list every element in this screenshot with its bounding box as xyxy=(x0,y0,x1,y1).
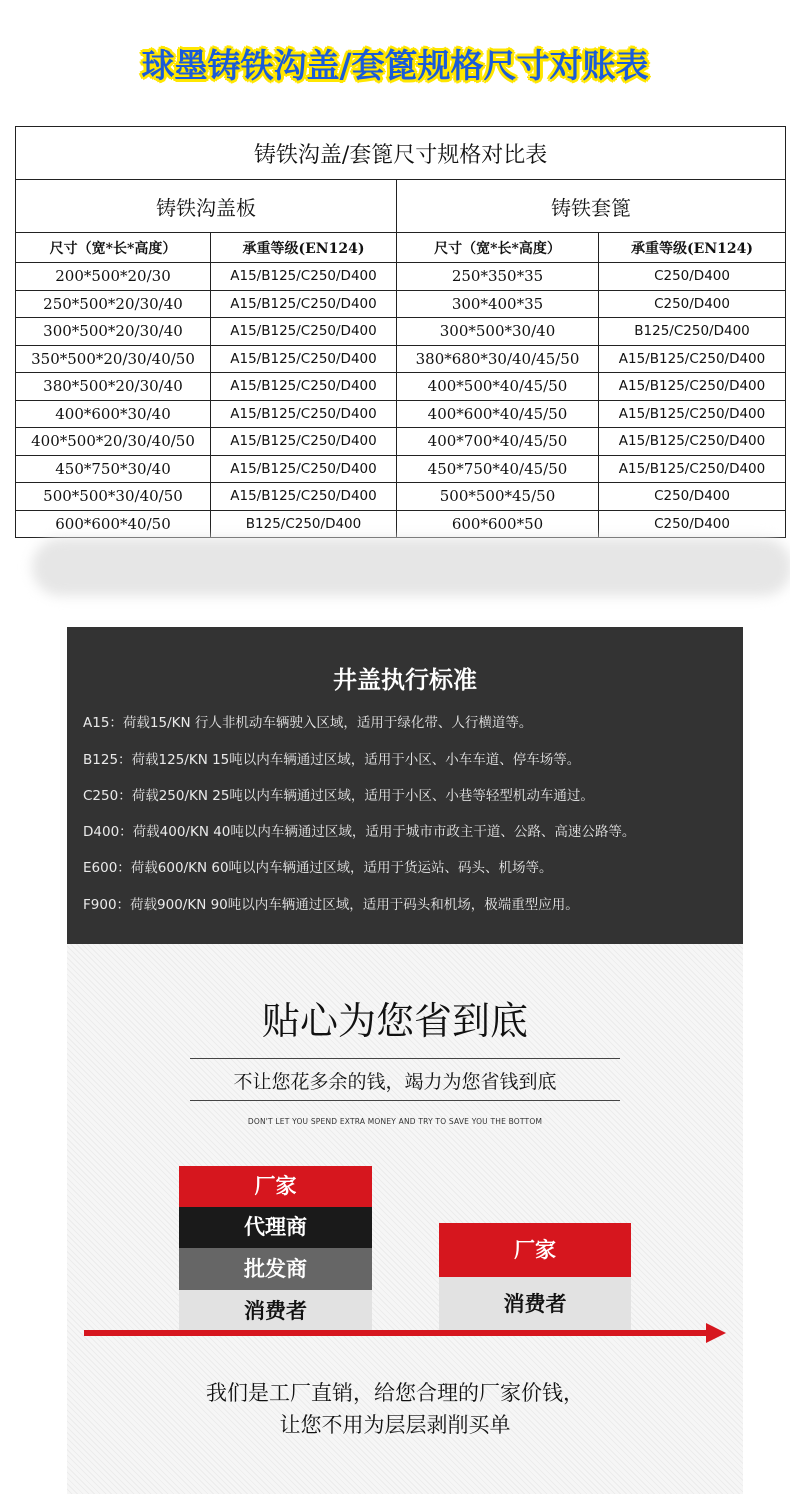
cell-right-grade: A15/B125/C250/D400 xyxy=(599,455,786,483)
cell-left-size: 600*600*40/50 xyxy=(16,510,211,538)
table-row xyxy=(16,455,786,483)
cell-right-grade: C250/D400 xyxy=(599,510,786,538)
left-stack-wholesaler: 批发商 xyxy=(179,1248,372,1290)
cell-left-grade: A15/B125/C250/D400 xyxy=(211,428,397,456)
col-header-size-left: 尺寸（宽*长*高度） xyxy=(16,233,211,263)
standard-line-c250: C250：荷载250/KN 25吨以内车辆通过区域，适用于小区、小巷等轻型机动车通过。 xyxy=(83,788,594,804)
cell-right-size: 400*700*40/45/50 xyxy=(397,428,599,456)
arrow-line xyxy=(84,1330,714,1336)
cell-right-size: 380*680*30/40/45/50 xyxy=(397,345,599,373)
cell-left-size: 400*500*20/30/40/50 xyxy=(16,428,211,456)
table-row xyxy=(16,345,786,373)
cell-right-size: 300*400*35 xyxy=(397,290,599,318)
cell-right-grade: C250/D400 xyxy=(599,290,786,318)
page-title-wrap xyxy=(0,40,790,87)
spec-table-body xyxy=(16,263,786,538)
cell-left-grade: A15/B125/C250/D400 xyxy=(211,345,397,373)
col-header-size-right: 尺寸（宽*长*高度） xyxy=(397,233,599,263)
bottom-text-line-2: 让您不用为层层剥削买单 xyxy=(279,1413,511,1437)
cell-left-size: 400*600*30/40 xyxy=(16,400,211,428)
table-row xyxy=(16,400,786,428)
cell-right-grade: A15/B125/C250/D400 xyxy=(599,373,786,401)
subtitle-rule-bottom xyxy=(190,1100,620,1101)
table-shadow xyxy=(32,538,790,596)
savings-english: DON'T LET YOU SPEND EXTRA MONEY AND TRY TO SAVE YOU THE BOTTOM xyxy=(247,1117,543,1126)
savings-title: 贴心为您省到底 xyxy=(261,999,528,1043)
cell-left-size: 200*500*20/30 xyxy=(16,263,211,291)
cell-right-size: 300*500*30/40 xyxy=(397,318,599,346)
cell-left-size: 300*500*20/30/40 xyxy=(16,318,211,346)
right-stack-manufacturer: 厂家 xyxy=(439,1223,631,1277)
left-stack-manufacturer: 厂家 xyxy=(179,1166,372,1207)
cell-right-grade: C250/D400 xyxy=(599,263,786,291)
table-row xyxy=(16,428,786,456)
cell-left-grade: A15/B125/C250/D400 xyxy=(211,263,397,291)
standards-panel xyxy=(67,627,743,944)
left-stack-agent: 代理商 xyxy=(179,1207,372,1248)
cell-right-size: 500*500*45/50 xyxy=(397,483,599,511)
cell-left-size: 250*500*20/30/40 xyxy=(16,290,211,318)
cell-right-size: 600*600*50 xyxy=(397,510,599,538)
cell-left-grade: A15/B125/C250/D400 xyxy=(211,455,397,483)
table-title: 铸铁沟盖/套篦尺寸规格对比表 xyxy=(16,127,786,180)
subtitle-rule-top xyxy=(190,1058,620,1059)
table-row xyxy=(16,263,786,291)
table-row xyxy=(16,290,786,318)
page-title: 球墨铸铁沟盖/套篦规格尺寸对账表 xyxy=(141,46,649,85)
cell-right-grade: A15/B125/C250/D400 xyxy=(599,428,786,456)
table-row xyxy=(16,318,786,346)
cell-left-grade: A15/B125/C250/D400 xyxy=(211,318,397,346)
cell-left-grade: A15/B125/C250/D400 xyxy=(211,483,397,511)
arrow-right-icon xyxy=(706,1323,726,1343)
bottom-text-line-1: 我们是工厂直销，给您合理的厂家价钱， xyxy=(206,1381,584,1405)
standard-line-d400: D400：荷载400/KN 40吨以内车辆通过区域，适用于城市市政主干道、公路、高速公路等。 xyxy=(83,824,636,840)
standard-line-b125: B125：荷载125/KN 15吨以内车辆通过区域，适用于小区、小车车道、停车场等。 xyxy=(83,752,581,768)
cell-left-grade: A15/B125/C250/D400 xyxy=(211,400,397,428)
cell-right-size: 400*500*40/45/50 xyxy=(397,373,599,401)
standards-title: 井盖执行标准 xyxy=(333,666,477,694)
cell-right-grade: C250/D400 xyxy=(599,483,786,511)
cell-right-grade: B125/C250/D400 xyxy=(599,318,786,346)
cell-left-size: 380*500*20/30/40 xyxy=(16,373,211,401)
spec-table xyxy=(15,126,786,538)
group-right-header: 铸铁套篦 xyxy=(397,180,786,233)
cell-left-grade: A15/B125/C250/D400 xyxy=(211,290,397,318)
cell-left-size: 450*750*30/40 xyxy=(16,455,211,483)
cell-left-grade: B125/C250/D400 xyxy=(211,510,397,538)
standard-line-e600: E600：荷载600/KN 60吨以内车辆通过区域，适用于货运站、码头、机场等。 xyxy=(83,860,553,876)
savings-subtitle: 不让您花多余的钱，竭力为您省钱到底 xyxy=(233,1071,557,1093)
table-row xyxy=(16,483,786,511)
cell-left-size: 350*500*20/30/40/50 xyxy=(16,345,211,373)
standard-line-f900: F900：荷载900/KN 90吨以内车辆通过区域，适用于码头和机场，极端重型应用。 xyxy=(83,897,579,913)
left-stack-consumer: 消费者 xyxy=(179,1290,372,1332)
standard-line-a15: A15：荷载15/KN 行人非机动车辆驶入区域，适用于绿化带、人行横道等。 xyxy=(83,715,533,731)
cell-right-size: 450*750*40/45/50 xyxy=(397,455,599,483)
cell-right-size: 400*600*40/45/50 xyxy=(397,400,599,428)
table-row xyxy=(16,373,786,401)
cell-right-size: 250*350*35 xyxy=(397,263,599,291)
col-header-grade-left: 承重等级(EN124) xyxy=(211,233,397,263)
group-left-header: 铸铁沟盖板 xyxy=(16,180,397,233)
cell-left-size: 500*500*30/40/50 xyxy=(16,483,211,511)
right-stack-consumer: 消费者 xyxy=(439,1277,631,1332)
cell-left-grade: A15/B125/C250/D400 xyxy=(211,373,397,401)
cell-right-grade: A15/B125/C250/D400 xyxy=(599,400,786,428)
cell-right-grade: A15/B125/C250/D400 xyxy=(599,345,786,373)
col-header-grade-right: 承重等级(EN124) xyxy=(599,233,786,263)
table-row xyxy=(16,510,786,538)
